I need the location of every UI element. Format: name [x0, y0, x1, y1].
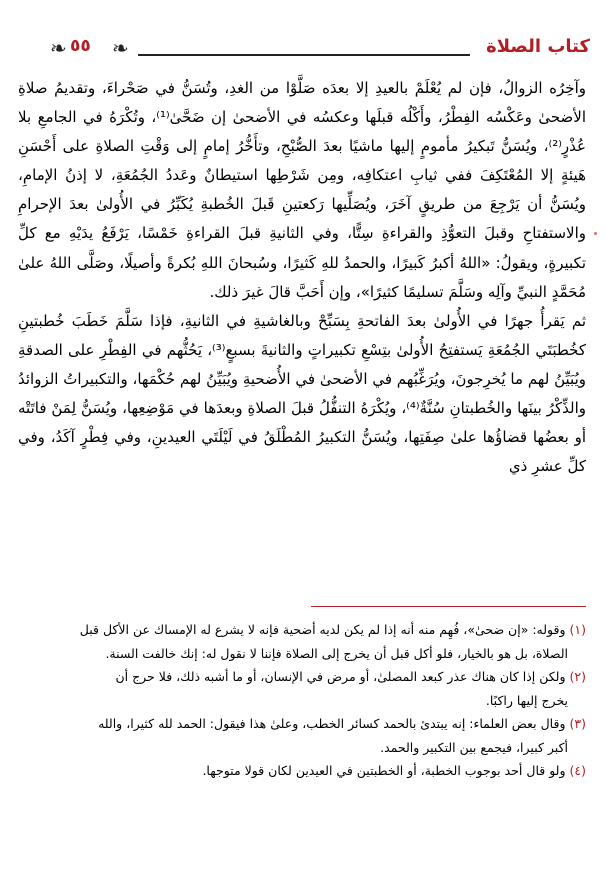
header-rule [138, 54, 470, 56]
paragraph: وآخِرُه الزوالُ، فإن لم يُعْلَمْ بالعيدِ إلا بعدَه صَلَّوْا من الغدِ، وتُسَنُّ في صَحْراءَ، وتقديمُ صلاةِ الأضحىٰ وعَكْسُه الفِطْرُ، وأَكْلُه قبلَها وعكسُه في الأضحىٰ إن ضَحَّىٰ⁽¹⁾، وتُكْرَهُ في الجامعِ بلا عُذْرٍ⁽²⁾، ويُسَنُّ تَبكيرُ مأمومٍ إليها ماشيًا بعدَ الصُّبْحِ، وتأَخُّرُ إمامٍ إلى وَقْتِ الصلاةِ على أَحْسَنِ هَيئةٍ إلا المُعْتَكِفَ ففي ثيابِ اعتكافِه، ومِن شَرْطِها استيطانٌ وعَددُ الجُمُعَةِ، لا إذنُ الإمامِ، ويُسَنُّ أن يَرْجِعَ من طريقٍ آخَرَ، ويُصَلِّيها رَكعتينِ قَبلَ الخُطبةِ يُكَبِّرُ في الأُولىٰ بعدَ الإحرامِ والاستفتاحِ وقبلَ التعوُّذِ والقراءةِ سِتًّا، وفي الثانيةِ قبلَ القراءةِ خَمْسًا، يَرْفَعُ يدَيْهِ مع كلِّ تكبيرةٍ، ويقولُ: «اللهُ أكبرُ كَبيرًا، والحمدُ للهِ كَثيرًا، وسُبحانَ اللهِ بُكرةً وأصيلًا، وصَلَّى اللهُ علىٰ مُحَمَّدٍ النبيِّ وآلِه وسَلَّمَ تسليمًا كثيرًا»، وإن أَحَبَّ قالَ غيرَ ذلك. [18, 79, 587, 301]
footnote-number: (٤) [569, 763, 586, 778]
page-header [30, 28, 590, 68]
ornament-icon: ❧ [112, 36, 129, 60]
footnote-number: (٢) [569, 669, 586, 684]
chapter-title: كتاب الصلاة [486, 36, 590, 57]
footnote-continuation: الصلاة، بل هو بالخيار، فلو أكل قبل أن يخرج إلى الصلاة فإننا لا نقول له: إنك خالفت السنة. [105, 645, 568, 661]
footnote-separator [311, 606, 586, 607]
footnote [18, 665, 586, 689]
margin-mark [594, 232, 597, 235]
main-text [18, 74, 586, 481]
footnote [18, 712, 586, 736]
ornament-icon: ❧ [50, 36, 67, 60]
page-number: ٥٥ [70, 36, 91, 56]
footnote-text: وقال بعض العلماء: إنه يبتدئ بالحمد كسائر الخطب، وعلىٰ هذا فيقول: الحمد لله كثيرا، والله [98, 716, 566, 731]
footnote-continuation: يخرج إليها راكبًا. [485, 692, 568, 708]
footnote [18, 759, 586, 783]
footnote-text: وقوله: «إن ضحىٰ»، فُهِم منه أنه إذا لم يكن لديه أضحية فإنه لا يشرع له الإمساك عن الأكل قبل [79, 622, 566, 637]
paragraph: ثم يَقرأُ جهرًا في الأُولىٰ بعدَ الفاتحةِ بِسَبِّحْ وبالغاشيةِ في الثانيةِ، فإذا سَلَّمَ خَطَبَ خُطبتينِ كخُطبَتَي الجُمُعَةِ يَستفتِحُ الأُولىٰ بتِسْعِ تكبيراتٍ والثانيةَ بسبعٍ⁽³⁾، يَحُثُّهم في الفِطْرِ على الصدقةِ ويُبَيِّنُ لهم ما يُخرِجونَ، ويُرَغِّبُهم في الأضحىٰ في الأُضحيةِ ويُبَيِّنُ لهم حُكْمَها، والتكبيراتُ الزوائدُ والذِّكْرُ بينَها والخُطبتانِ سُنَّةٌ⁽⁴⁾، ويُكْرَهُ التنفُّلُ قبلَ الصلاةِ وبعدَها في مَوْضِعِها، ويُسَنُّ لِمَنْ فاتَتْه أو بعضُها قضاؤُها علىٰ صِفَتِها، ويُسَنُّ التكبيرُ المُطْلَقُ في لَيْلَتَي العيدينِ، وفي فِطْرٍ آكَدُ، وفي كلِّ عشرِ ذي [18, 311, 586, 476]
footnotes [18, 618, 586, 783]
footnote [18, 618, 586, 642]
footnote-text: ولو قال أحد بوجوب الخطبة، أو الخطبتين في العيدين لكان قولا متوجها. [202, 763, 566, 778]
footnote-number: (١) [569, 622, 586, 637]
footnote-text: ولكن إذا كان هناك عذر كبعد المصلىٰ، أو مرض في الإنسان، أو ما أشبه ذلك، فلا حرج أن [115, 669, 566, 684]
footnote-number: (٣) [569, 716, 586, 731]
footnote-continuation: أكبر كبيرا، فيجمع بين التكبير والحمد. [380, 739, 568, 755]
